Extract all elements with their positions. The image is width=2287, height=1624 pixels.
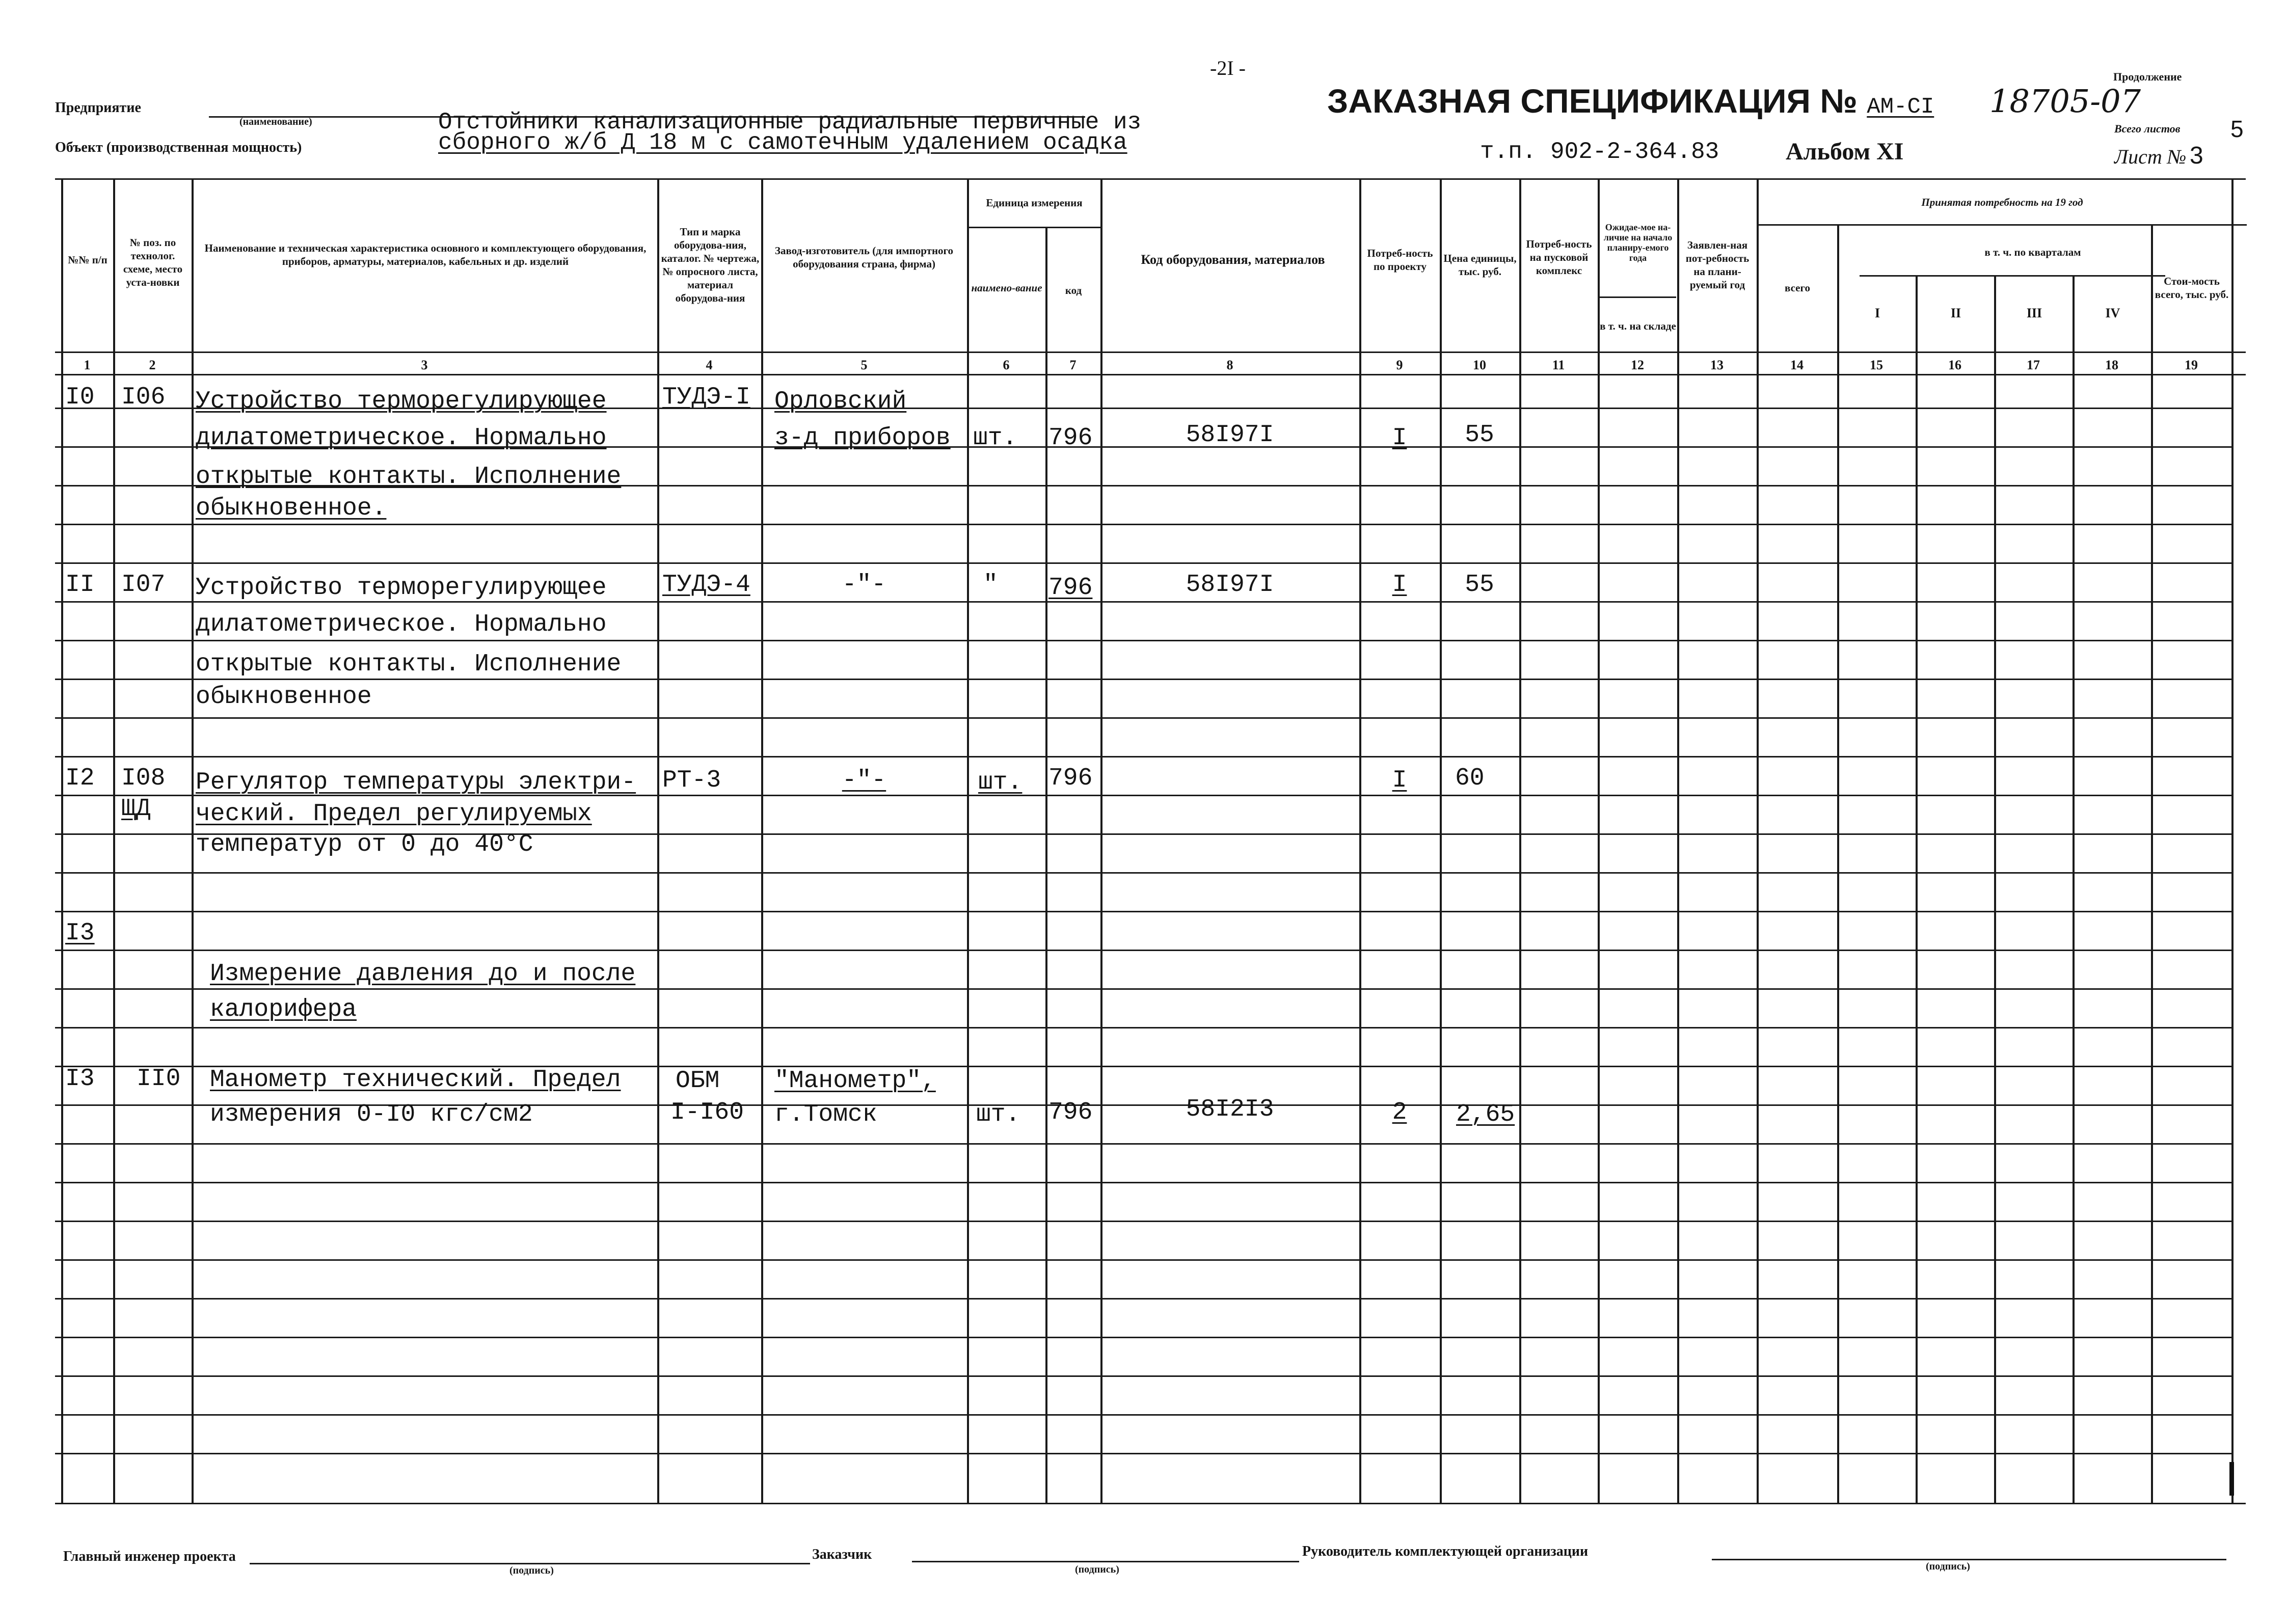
col-header-equipment-code: Код оборудования, материалов xyxy=(1141,252,1325,267)
object-line-1: Отстойники канализационные радиальные первичные из xyxy=(438,109,1142,136)
col-border xyxy=(61,178,63,1503)
row-line xyxy=(55,717,2231,719)
col-border xyxy=(967,178,969,1503)
row-name-line: открытые контакты. Исполнение xyxy=(196,463,622,491)
row-position: I07 xyxy=(121,571,166,599)
signature-note: (подпись) xyxy=(1075,1564,1119,1575)
col-header-q2: II xyxy=(1950,306,1961,320)
col-number: 8 xyxy=(1226,358,1233,372)
project-code: т.п. 902-2-364.83 xyxy=(1480,139,1719,165)
row-pp: I2 xyxy=(65,765,95,792)
col-header-q3: III xyxy=(2026,306,2042,320)
row-position: I06 xyxy=(121,384,166,411)
row-unit: " xyxy=(983,571,998,599)
row-unit: шт. xyxy=(976,1101,1020,1128)
page-number: -2I - xyxy=(1210,57,1246,79)
row-line xyxy=(55,872,2231,874)
row-position: II0 xyxy=(137,1065,181,1093)
signature-line xyxy=(912,1561,1299,1562)
row-line xyxy=(55,640,2231,641)
name-note: (наименование) xyxy=(239,116,312,127)
chief-engineer-label: Главный инженер проекта xyxy=(63,1549,236,1564)
table-bottom-border xyxy=(55,1503,2246,1504)
col-border xyxy=(1994,275,1996,1503)
row-equipment-code: 58I97I xyxy=(1186,421,1274,449)
row-name-line: обыкновенное. xyxy=(196,495,387,522)
row-factory-line: -"- xyxy=(842,767,886,794)
row-name-line: температур от 0 до 40°С xyxy=(196,831,533,858)
row-line xyxy=(55,562,2231,564)
signature-line xyxy=(250,1563,810,1564)
col-header-position: № поз. по технолог. схеме, место уста-новки xyxy=(123,236,183,288)
row-factory-line: "Манометр", xyxy=(774,1067,936,1095)
col-header-total: всего xyxy=(1784,282,1810,294)
col-number: 7 xyxy=(1069,358,1077,372)
total-sheets-value: 5 xyxy=(2230,116,2244,142)
col-number: 9 xyxy=(1396,358,1403,372)
row-position: I08 xyxy=(121,765,166,792)
col-border xyxy=(761,178,763,1503)
row-name-line: дилатометрическое. Нормально xyxy=(196,611,607,638)
col-header-unit-group: Единица измерения xyxy=(986,197,1083,209)
col-header-pp: №№ п/п xyxy=(68,254,107,266)
row-line xyxy=(55,679,2231,680)
row-line xyxy=(55,1337,2231,1338)
object-line-2: сборного ж/б Д 18 м с самотечным удалением осадка xyxy=(438,129,1127,156)
row-line xyxy=(55,1259,2231,1261)
row-line xyxy=(55,1298,2231,1300)
col-number: 11 xyxy=(1552,358,1565,372)
col-number: 6 xyxy=(1003,358,1010,372)
row-equipment-code: 58I97I xyxy=(1186,571,1274,599)
customer-label: Заказчик xyxy=(812,1547,872,1562)
col-header-need: Потреб-ность по проекту xyxy=(1367,247,1433,273)
row-line xyxy=(55,756,2231,757)
row-factory-line: г.Томск xyxy=(774,1101,877,1128)
col-number: 2 xyxy=(149,358,156,372)
quarter-sub-line xyxy=(1860,275,2165,277)
col-number: 14 xyxy=(1790,358,1804,372)
row-name-line: ческий. Предел регулируемых xyxy=(196,800,592,828)
row-name-line: измерения 0-I0 кгс/см2 xyxy=(210,1101,533,1128)
row-name-line: открытые контакты. Исполнение xyxy=(196,651,622,678)
row-line xyxy=(55,1182,2231,1183)
row-type: ТУДЭ-4 xyxy=(662,571,750,599)
row-price: 2,65 xyxy=(1456,1101,1515,1128)
row-unit: шт. xyxy=(978,769,1023,796)
row-type-line: ОБМ xyxy=(676,1067,720,1095)
row-pp: I3 xyxy=(65,919,95,947)
col-header-q4: IV xyxy=(2105,306,2120,320)
row-pp: I0 xyxy=(65,384,95,411)
col-border xyxy=(1837,224,1839,1503)
album-label: Альбом XI xyxy=(1786,138,1904,165)
row-name-line: Устройство терморегулирующее xyxy=(196,388,607,415)
title-text: ЗАКАЗНАЯ СПЕЦИФИКАЦИЯ № xyxy=(1327,82,1858,120)
signature-note: (подпись) xyxy=(1926,1561,1970,1572)
row-line xyxy=(55,524,2231,525)
col-number: 15 xyxy=(1870,358,1883,372)
document-title xyxy=(1327,82,1934,120)
col-border xyxy=(2231,178,2234,1503)
col-number: 16 xyxy=(1948,358,1961,372)
row-unit-code: 796 xyxy=(1048,765,1093,792)
stock-sub-line xyxy=(1600,296,1676,298)
head-label: Руководитель комплектующей организации xyxy=(1302,1544,1589,1559)
row-equipment-code: 58I2I3 xyxy=(1186,1096,1274,1123)
col-border xyxy=(1677,178,1679,1503)
col-border xyxy=(113,178,115,1503)
col-border xyxy=(1598,178,1600,1503)
row-factory-line: Орловский xyxy=(774,388,907,415)
col-border xyxy=(192,178,194,1503)
object-label: Объект (производственная мощность) xyxy=(55,140,302,155)
row-factory-line: -"- xyxy=(842,571,886,599)
col-border xyxy=(1440,178,1442,1503)
col-header-price: Цена единицы, тыс. руб. xyxy=(1443,252,1517,278)
col-header-type: Тип и марка оборудова-ния, каталог. № чертежа, № опросного листа, материал оборудова-ния xyxy=(661,226,760,304)
row-unit-code: 796 xyxy=(1048,574,1093,602)
row-price: 55 xyxy=(1465,571,1494,599)
col-header-q1: I xyxy=(1874,306,1880,320)
row-unit-code: 796 xyxy=(1048,424,1093,452)
sheet-label: Лист № xyxy=(2114,145,2187,168)
row-price: 60 xyxy=(1455,765,1485,792)
row-name-line: Устройство терморегулирующее xyxy=(196,574,607,602)
col-number: 17 xyxy=(2027,358,2040,372)
row-name-line: Манометр технический. Предел xyxy=(210,1066,621,1094)
row-price: 55 xyxy=(1465,421,1494,449)
row-line xyxy=(55,1027,2231,1028)
total-sheets-label: Всего листов xyxy=(2114,122,2181,135)
col-header-expected: Ожидае-мое на-личие на начало планиру-емого года xyxy=(1603,222,1673,263)
table-top-border xyxy=(55,178,2246,180)
col-border xyxy=(657,178,659,1503)
edge-mark xyxy=(2229,1462,2234,1496)
col-border xyxy=(2151,224,2153,1503)
row-type: ТУДЭ-I xyxy=(662,384,750,411)
row-qty: 2 xyxy=(1392,1099,1407,1126)
row-pp: I3 xyxy=(65,1065,95,1093)
col-border xyxy=(2073,275,2075,1503)
col-header-declared: Заявлен-ная пот-ребность на плани-руемый год xyxy=(1685,239,1750,291)
col-number: 18 xyxy=(2105,358,2118,372)
col-number: 1 xyxy=(84,358,91,372)
enterprise-label: Предприятие xyxy=(55,100,141,116)
row-line xyxy=(55,950,2231,951)
col-number: 5 xyxy=(860,358,868,372)
col-border xyxy=(1757,178,1759,1503)
col-header-quarters: в т. ч. по кварталам xyxy=(1984,246,2081,258)
col-border xyxy=(1100,178,1102,1503)
col-header-accepted: Принятая потребность на 19 год xyxy=(1921,196,2083,208)
row-line xyxy=(55,1375,2231,1377)
row-qty: I xyxy=(1392,424,1407,452)
row-pp: II xyxy=(65,571,95,599)
handwritten-number: 18705-07 xyxy=(1989,83,2141,120)
need-sub-line xyxy=(1758,224,2247,226)
col-border xyxy=(1045,227,1047,1503)
row-qty: I xyxy=(1392,767,1407,794)
row-line xyxy=(55,988,2231,990)
col-header-launch: Потреб-ность на пусковой комплекс xyxy=(1526,238,1592,277)
signature-line xyxy=(1712,1559,2226,1560)
row-type-line: I-I60 xyxy=(670,1099,744,1126)
section-title-line: Измерение давления до и после xyxy=(210,960,636,988)
col-number: 10 xyxy=(1473,358,1486,372)
col-number: 19 xyxy=(2185,358,2198,372)
col-header-name: Наименование и техническая характеристика основного и комплектующего оборудования, приборов, арматуры, материалов, кабельных и др. изделий xyxy=(204,242,647,267)
row-line xyxy=(55,1143,2231,1145)
row-line xyxy=(55,1414,2231,1416)
unit-sub-line xyxy=(968,227,1100,228)
row-type: РТ-3 xyxy=(662,767,721,794)
col-number: 12 xyxy=(1631,358,1644,372)
row-name-line: Регулятор температуры электри- xyxy=(196,769,636,796)
col-header-unit-code: код xyxy=(1065,284,1082,296)
col-number: 13 xyxy=(1710,358,1724,372)
sheet-number: 3 xyxy=(2190,142,2203,169)
section-title-line: калорифера xyxy=(210,996,357,1023)
row-factory-line: з-д приборов xyxy=(774,424,951,452)
signature-note: (подпись) xyxy=(509,1565,554,1576)
col-header-factory: Завод-изготовитель (для импортного оборудования страна, фирма) xyxy=(774,245,954,270)
col-header-unit-name: наимено-вание xyxy=(971,282,1042,294)
col-border xyxy=(1519,178,1521,1503)
col-border xyxy=(1916,275,1918,1503)
col-border xyxy=(1359,178,1361,1503)
col-header-cost: Стои-мость всего, тыс. руб. xyxy=(2155,275,2229,301)
col-number: 3 xyxy=(421,358,428,372)
row-line xyxy=(55,1453,2231,1454)
col-number: 4 xyxy=(706,358,713,372)
row-unit: шт. xyxy=(973,424,1017,452)
row-name-line: обыкновенное xyxy=(196,683,372,711)
spec-number: АМ-СI xyxy=(1867,94,1934,120)
continuation-label: Продолжение xyxy=(2113,70,2182,83)
col-header-stock: в т. ч. на складе xyxy=(1600,320,1676,332)
row-line xyxy=(55,1221,2231,1222)
row-unit-code: 796 xyxy=(1048,1099,1093,1126)
row-position-extra: ЩД xyxy=(121,795,151,823)
row-line xyxy=(55,911,2231,912)
row-qty: I xyxy=(1392,571,1407,599)
row-name-line: дилатометрическое. Нормально xyxy=(196,424,607,452)
